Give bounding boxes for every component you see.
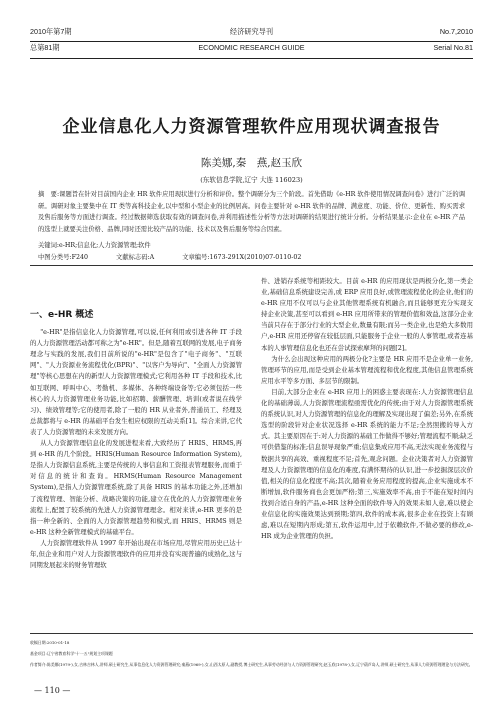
total-issue-label: 总第81期	[30, 43, 60, 52]
body-paragraph: 件、进销存系统等相距较大。目前 e-HR 的应用现状是两极分化,第一类企业,基础信息系统建设完善,或 ERP 应用良好,或管理流程优化的企业,他们的 e-HR 应用不仅可以与企业其他管理系统有机融合,而且能够更充分实现支持企业决策,甚至可以看到 e-HR 应用所带来的管理价值和效益,这部分企业当前只存在于部分行业的大型企业,数量有限;而另一类企业,也是绝大多数用户,e-HR 应用还停留在较低层面,只能服务于企业一般的人事管理,或者连基本的人事管理信息化也还在尝试探索摩拜的问题[2]。	[261, 277, 473, 352]
abstract: 摘 要:课题旨在针对目前国内企业 HR 软件应用现状进行分析和评价。整个调研分为三个阶段。首先借助《e-HR 软件使用情况调查问卷》进行广泛的调研。调研对象主要集中在 IT 类等高科技企业,以中型和小型企业的比例居高。问卷主要针对 e-HR 软件的品牌、满意度、功能、价位、更新性、购买需求及售后服务等方面进行调查。经过数据筛选获取有效的调查问卷,并利用描述性分析等方法对调研的结果进行统计分析。分析结果显示:企业在 e-HR 产品的选型上就要关注价格、品牌,同时还需比较产品的功能、技术以及售后服务等综合因素。	[38, 191, 465, 233]
footnote	[30, 633, 473, 671]
body-paragraph: 目前,大部分企业在 e-HR 应用上的困惑主要表现在:人力资源管理信息化的基础薄弱,人力资源管理流程亟需优化的传统;由于对人力资源管理系统的系统认识,对人力资源管理的信息化的理解及实现出现了偏差;另外,在系统选型的阶段针对企业状况选择 e-HR 系统的能力不足;全然照搬的导入方式。其主要原因在于:对人力资源的基础工作做得不够好;管理流程不顺;缺乏可供借鉴的标准;信息误导现象严重;信息集成应用不高,无法实现业务流程与数据共享的高效、重视程度不足;首先,观念问题。企业决策者对人力资源管理及人力资源管理的信息化的难度,有满怀期待的认识,进一步挖掘深层次价值,相关的信息化程度不高;其次,随着业务应用程度的提高,企业实施成本不断增加,软件服务商也会更加严格;第三,实施效率不高,由于不能在短时间内找到合适自身的产品,e-HR 这种全面的软件导入的效果未如人意,难以使企业信息化的实施效果达到预期;第四,软件的成本高,很多企业在投资上有顾虑,难以在短期内形成;第五,软件运用中,过于依赖软件,不做必要的修改,e-HR 成为企业管理的负担。	[261, 387, 473, 541]
classification-line	[38, 252, 465, 261]
body-paragraph: 人力资源管理软件从 1997 年开始出现在市场应用,尽管应用历史已达十年,但企业和用户对人力资源管理软件的应用并没有实现普遍的成熟化,这与同期发展起来的财务管理软	[30, 538, 242, 570]
header-rule-bottom	[30, 58, 473, 59]
running-header	[30, 27, 473, 67]
document-code: 文献标志码:A	[116, 254, 155, 261]
author-bio: 作者简介:陈美娜(1979-),女,吉林吉林人,讲师,硕士研究生,从事信息化人力资源管理研究;秦燕(1969-),女,山西太原人,副教授,博士研究生,从事劳动经济与人力资源管理研究;赵玉欣(1978-),女,辽宁葫芦岛人,讲师,硕士研究生,从事人力资源管理理论与方法研究。	[30, 662, 473, 668]
left-column	[30, 276, 242, 571]
affiliation: (东软信息学院,辽宁 大连 116023)	[200, 176, 303, 184]
article-number: 文章编号:1673-291X(2010)07-0110-02	[182, 254, 302, 261]
article-title: 企业信息化人力资源管理软件应用现状调查报告	[62, 117, 441, 137]
received-date: 收稿日期:2010-01-18	[30, 640, 70, 645]
clc-number: 中图分类号:F240	[38, 254, 88, 261]
section-heading: 一、e-HR 概述	[30, 310, 94, 320]
right-column	[261, 276, 473, 542]
body-paragraph: 为什么会出现这种应用的两极分化?主要是 HR 应用不是企业单一业务,管理环节的应用,而是受到企业基本管理流程和优化程度,其他信息管理系统应用水平等多方面、多层节的限制。	[261, 354, 473, 385]
abstract-separator	[30, 265, 473, 266]
serial-no-en: Serial No.81	[433, 43, 473, 52]
authors: 陈美娜,秦 燕,赵玉欣	[200, 157, 303, 169]
keywords: 关键词:e-HR;信息化;人力资源管理;软件	[38, 242, 151, 249]
page-number: — 110 —	[34, 686, 71, 695]
journal-name-cn: 经济研究导刊	[229, 27, 274, 36]
body-paragraph: 从人力资源管理信息化的发展进程来看,大致经历了 HRIS、HRMS,再到 e-HR 的几个阶段。HRIS(Human Resource Information System),是指人力资源信息系统,主要是传统的人事信息和工资报表管理服务,而重于对信息的统计和查询。HRMS(Human Resource Management System),是指人力资源管理系统,除了具备 HRIS 的基本功能之外,还增加了流程管理、智能分析、战略决策的功能,建立在优化的人力资源管理业务流程上,配置了较系统的先进人力资源管理理念。相对来讲,e-HR 更多的是指一种全新的、全面的人力资源管理趋势和模式,而 HRIS、HRMS 则是 e-HR 这种全新管理模式的基础平台。	[30, 439, 242, 536]
journal-name-en: ECONOMIC RESEARCH GUIDE	[198, 43, 305, 52]
fund-info: 基金项目:辽宁省教育科学"十一五"规划主项课题	[30, 651, 113, 657]
issue-label: 2010年第7期	[30, 27, 72, 36]
issue-no-en: No.7,2010	[439, 27, 473, 36]
header-rule	[30, 41, 473, 42]
body-paragraph: "e-HR"是指信息化人力资源管理,可以说,任何利用或引进各种 IT 手段的人力资源管理活动都可称之为"e-HR"。但是,随着互联网的发展,电子商务理念与实践的发展,我们目前所说的"e-HR"是包含了"电子商务"、"互联网"、"人力资源业务流程优化(BPR)"、"以客户为导向"、"全面人力资源管理"等核心思想在内的新型人力资源管理模式;它利用各种 IT 手段和技术,比如互联网、呼叫中心、考勤机、多媒体、各种终端设备等;它必须包括一些核心的人力资源管理业务功能,比如招聘、薪酬管理、培训(或者说在线学习)、绩效管理等;它的使用者,除了一般的 HR 从业者外,普通员工、经理及总裁都将与 e-HR 的基础平台发生相应权限的互动关系[1]。综合来讲,它代表了人力资源管理的未来发展方向。	[30, 328, 242, 436]
